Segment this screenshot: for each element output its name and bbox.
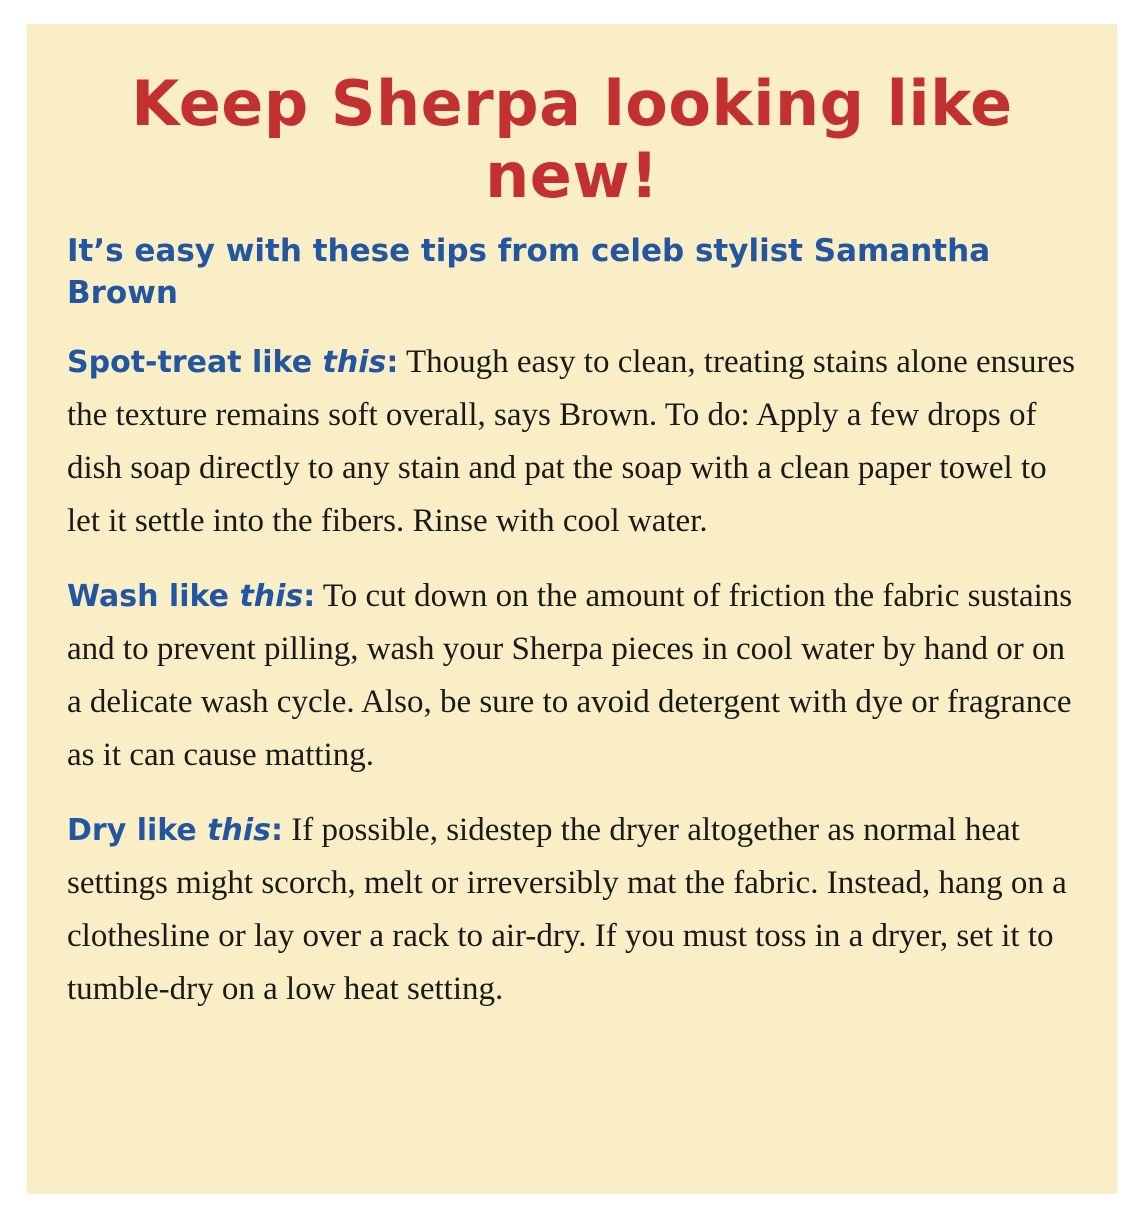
tip-body: If possible, sidestep the dryer altogether as normal heat settings might scorch, melt or irreversibly mat the fabric. Instead, hang on a clothesline or lay over a rack to air-dry. If you must toss in a dryer, set it to tumble-dry on a low heat setting. — [67, 812, 1067, 1007]
tip-spot-treat — [67, 336, 1077, 548]
tip-heading-colon: : — [303, 579, 316, 614]
tip-wash — [67, 570, 1077, 782]
tips-card — [27, 24, 1117, 1194]
tip-heading — [67, 579, 315, 614]
tip-heading — [67, 345, 398, 380]
tip-heading-emphasis: this — [239, 579, 304, 614]
article-subtitle: It’s easy with these tips from celeb stylist Samantha Brown — [67, 233, 991, 311]
tip-heading-text: Spot-treat like — [67, 345, 323, 380]
tip-heading-colon: : — [386, 345, 399, 380]
tip-heading — [67, 813, 283, 848]
article-title: Keep Sherpa looking like new! — [131, 67, 1013, 212]
tip-heading-text: Dry like — [67, 813, 208, 848]
tip-heading-emphasis: this — [207, 813, 272, 848]
tip-heading-colon: : — [271, 813, 284, 848]
tip-dry — [67, 804, 1077, 1016]
tip-heading-emphasis: this — [322, 345, 387, 380]
tip-body: To cut down on the amount of friction the fabric sustains and to prevent pilling, wash your Sherpa pieces in cool water by hand or on a delicate wash cycle. Also, be sure to avoid detergent with dye or fragrance as it can cause matting. — [67, 578, 1073, 773]
tip-heading-text: Wash like — [67, 579, 240, 614]
tip-body: Though easy to clean, treating stains alone ensures the texture remains soft overall, says Brown. To do: Apply a few drops of dish soap directly to any stain and pat the soap with a clean paper towel to let it settle into the fibers. Rinse with cool water. — [67, 344, 1075, 539]
